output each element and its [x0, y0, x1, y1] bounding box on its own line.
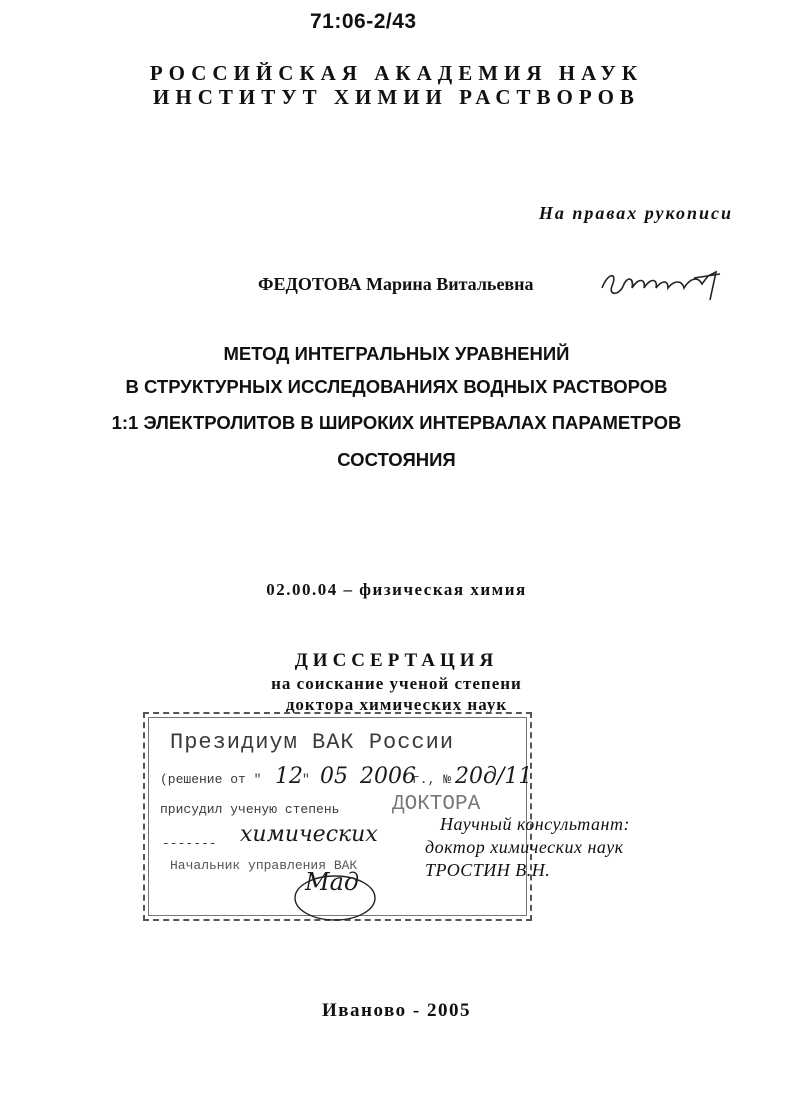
stamp-number: 20д/11 [455, 764, 533, 789]
dissertation-heading: ДИССЕРТАЦИЯ [294, 650, 499, 671]
stamp-header: Президиум ВАК России [170, 730, 455, 755]
dissertation-line-1: на соискание ученой степени [271, 674, 522, 693]
stamp-year-suffix: г., № [412, 772, 452, 787]
stamp-year: 2006 [360, 764, 416, 789]
author-name: ФЕДОТОВА Марина Витальевна [258, 274, 534, 294]
stamp-decision-label: (решение от " [160, 772, 262, 787]
academy-name: РОССИЙСКАЯ АКАДЕМИЯ НАУК [149, 61, 644, 85]
stamp-degree: ДОКТОРА [392, 793, 481, 816]
stamp-awarded: присудил ученую степень [160, 802, 340, 817]
stamp-chief-signature: Мад [305, 868, 360, 896]
dissertation-line-2: доктора химических наук [285, 695, 508, 714]
consultant-degree: доктор химических наук [425, 837, 624, 857]
archive-code: 71:06-2/43 [310, 10, 417, 33]
stamp-field: химических [240, 822, 378, 847]
title-line-1: МЕТОД ИНТЕГРАЛЬНЫХ УРАВНЕНИЙ [223, 343, 570, 364]
title-line-2: В СТРУКТУРНЫХ ИССЛЕДОВАНИЯХ ВОДНЫХ РАСТВОРОВ [125, 376, 668, 397]
consultant-name: ТРОСТИН В.Н. [425, 860, 551, 880]
specialty: 02.00.04 – физическая химия [266, 580, 527, 599]
consultant-label: Научный консультант: [440, 814, 630, 834]
manuscript-note: На правах рукописи [538, 203, 733, 223]
title-line-4: СОСТОЯНИЯ [337, 449, 456, 470]
stamp-chief: Начальник управления ВАК [170, 858, 358, 873]
author-signature [598, 266, 728, 306]
title-line-3: 1:1 ЭЛЕКТРОЛИТОВ В ШИРОКИХ ИНТЕРВАЛАХ ПАРАМЕТРОВ [111, 412, 682, 433]
stamp-month: 05 [320, 764, 348, 789]
city-year: Иваново - 2005 [322, 1000, 471, 1021]
chief-signature-flourish [290, 872, 380, 924]
institute-name: ИНСТИТУТ ХИМИИ РАСТВОРОВ [153, 85, 640, 109]
stamp-day: 12 [275, 764, 303, 789]
